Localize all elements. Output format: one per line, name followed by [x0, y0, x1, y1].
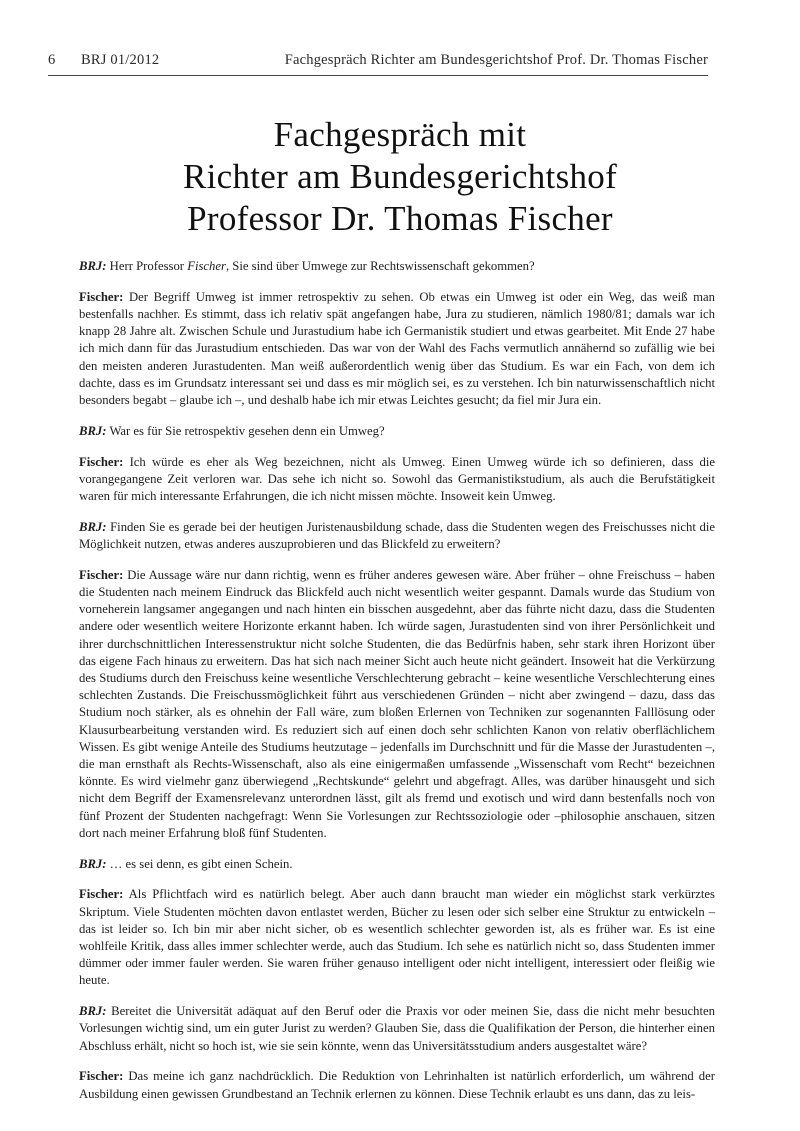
speaker-label: BRJ: [79, 519, 107, 534]
paragraph-text: Der Begriff Umweg ist immer retrospektiv zu sehen. Ob etwas ein Umweg ist oder ein Weg, das weiß man bestenfalls nachher. Es stimmt, dass ich relativ spät angefangen habe, Jura zu studieren, nämlich 1980/81; damals war ich knapp 28 Jahre alt. Zwischen Schule und Jurastudium habe ich Germanistik studiert und etwas gearbeitet. Mit Ende 27 habe ich mich dann für das Jurastudium entschieden. Das war von der Wahl des Fachs vermutlich annähernd so zufällig wie bei den meisten anderen Jurastudenten. Man weiß außerordentlich wenig über das Studium. Es war ein Fach, von dem ich dachte, dass es im Grundsatz interessant sei und dass es mir möglich sei, es zu verstehen. Ich bin naturwissenschaftlich nicht besonders begabt – glaube ich –, und deshalb habe ich mir etwas Leichtes gesucht; da fiel mir Jura ein. [79, 289, 715, 408]
speaker-label: Fischer: [79, 289, 124, 304]
header-divider [48, 75, 708, 76]
speaker-label: Fischer: [79, 1069, 124, 1084]
journal-issue: BRJ 01/2012 [81, 52, 160, 68]
paragraph-text: , Sie sind über Umwege zur Rechtswissenschaft gekommen? [225, 259, 535, 273]
article-title [60, 114, 740, 240]
interview-body [79, 258, 715, 1116]
title-line-2: Richter am Bundesgerichtshof [182, 157, 618, 196]
paragraph-text: … es sei denn, es gibt einen Schein. [106, 856, 293, 871]
paragraph-text: Ich würde es eher als Weg bezeichnen, nicht als Umweg. Einen Umweg würde ich so definieren, dass die vorangegangene Zeit verloren war. Das sehe ich nicht so. Sowohl das Germanistikstudium, als auch die Berufstätigkeit waren für mich interessante Erfahrungen, die ich nicht missen möchte. Insoweit kein Umweg. [79, 454, 715, 504]
interview-paragraph [79, 258, 715, 275]
speaker-label: BRJ: [79, 856, 107, 871]
interview-paragraph [79, 423, 715, 440]
page-number: 6 [48, 52, 56, 68]
interview-paragraph [79, 886, 715, 989]
paragraph-text: Die Aussage wäre nur dann richtig, wenn es früher anderes gewesen wäre. Aber früher – ohne Freischuss – haben die Studenten nach meinem Eindruck das Blickfeld auch nicht wesentlich weiter gespannt. Damals wurde das Studium von vorneherein langsamer angegangen und nach hinten ein bisschen ausgedehnt, aber das führte nicht dazu, dass die Studenten andere oder wesentlich weitere Horizonte erkannt haben. Ich würde sagen, Jurastudenten sind von ihrer Persönlichkeit und ihrer durchschnittlichen Interessenstruktur nicht solche Studenten, die das Bedürfnis haben, sehr stark ihren Horizont über das eigene Fach hinaus zu erweitern. Das hat sich nach meiner Sicht auch heute nicht geändert. Insoweit hat die Verkürzung des Studiums durch den Freischuss keine wesentliche Verschlechterung gebracht – keine wesentliche Verschlechterung eines schlechten Zustands. Die Freischussmöglichkeit führt aus verschiedenen Gründen – nicht aber zwingend – dazu, dass das Studium noch stärker, als es ohnehin der Fall wäre, zum bloßen Erlernen von Techniken zur sogenannten Falllösung oder Klausurbearbeitung verstanden wird. Es reduziert sich auf einen doch sehr schlichten Kanon von relativ oberflächlichem Wissen. Es gibt wenige Anteile des Studiums heutzutage – jedenfalls im Durchschnitt und für die Masse der Jurastudenten –, die man ernsthaft als Rechts-Wissenschaft, also als eine einigermaßen umfassende „Wissenschaft vom Recht“ bezeichnen könnte. Es wird vielmehr ganz überwiegend „Rechtskunde“ gelehrt und abgefragt. Alles, was darüber hinausgeht und sich nicht dem Begriff der Examensrelevanz unterordnen lässt, gilt als fremd und exotisch und wird dann bestenfalls noch von fünf Prozent der Studenten nachgefragt: Wenn Sie Vorlesungen zur Rechtssoziologie oder –philosophie anschauen, sitzen dort nach meiner Erfahrung bloß fünf Studenten. [79, 567, 715, 840]
title-line-1: Fachgespräch mit [273, 115, 527, 154]
speaker-label: Fischer: [79, 454, 124, 469]
title-line-3: Professor Dr. Thomas Fischer [187, 199, 613, 238]
running-header [48, 52, 708, 72]
paragraph-text: Bereitet die Universität adäquat auf den Beruf oder die Praxis vor oder meinen Sie, dass die nicht mehr besuchten Vorlesungen wichtig sind, um ein guter Jurist zu werden? Glauben Sie, dass die Qualifikation der Person, die hinterher einen Abschluss erhält, nicht so hoch ist, wie sie sein könnte, wenn das Universitätsstudium anders ausgestaltet wäre? [79, 1004, 715, 1053]
paragraph-text: Als Pflichtfach wird es natürlich belegt. Aber auch dann braucht man wieder ein möglichst stark verkürztes Skriptum. Viele Studenten möchten davon entlastet werden, Bücher zu lesen oder sich selber eine Struktur zu entwickeln – das ist leider so. Ich bin mir aber nicht sicher, ob es wesentlich schlechter geworden ist, als es früher war. Es ist eine wohlfeile Kritik, dass alles immer schlechter werde, auch das Studium. Ich sehe es natürlich nicht so, dass Studenten immer dümmer oder immer fauler werden. Sie waren früher genauso intelligent oder nicht intelligent, interessiert oder fleißig wie heute. [79, 887, 715, 988]
interview-paragraph [79, 856, 715, 873]
paragraph-text: Herr Professor [106, 259, 188, 273]
interview-paragraph [79, 289, 715, 409]
paragraph-text: Das meine ich ganz nachdrücklich. Die Reduktion von Lehrinhalten ist natürlich erforderlich, um während der Ausbildung einen gewissen Grundbestand an Technik erlernen zu können. Diese Technik erlaubt es uns dann, das zu leis- [79, 1069, 715, 1101]
interview-paragraph [79, 567, 715, 842]
speaker-label: BRJ: [79, 1004, 107, 1019]
speaker-label: BRJ: [79, 259, 107, 273]
interviewee-name: Fischer [187, 259, 226, 273]
interview-paragraph [79, 1003, 715, 1055]
speaker-label: BRJ: [79, 423, 107, 438]
interview-paragraph [79, 454, 715, 506]
running-title: Fachgespräch Richter am Bundesgerichtshof Prof. Dr. Thomas Fischer [284, 52, 708, 68]
paragraph-text: War es für Sie retrospektiv gesehen denn ein Umweg? [106, 423, 385, 438]
interview-paragraph [79, 1068, 715, 1102]
paragraph-text: Finden Sie es gerade bei der heutigen Juristenausbildung schade, dass die Studenten wegen des Freischusses nicht die Möglichkeit nutzen, etwas anderes auszuprobieren und das Blickfeld zu erweitern? [79, 519, 715, 552]
speaker-label: Fischer: [79, 567, 124, 582]
speaker-label: Fischer: [79, 887, 124, 902]
interview-paragraph [79, 519, 715, 553]
